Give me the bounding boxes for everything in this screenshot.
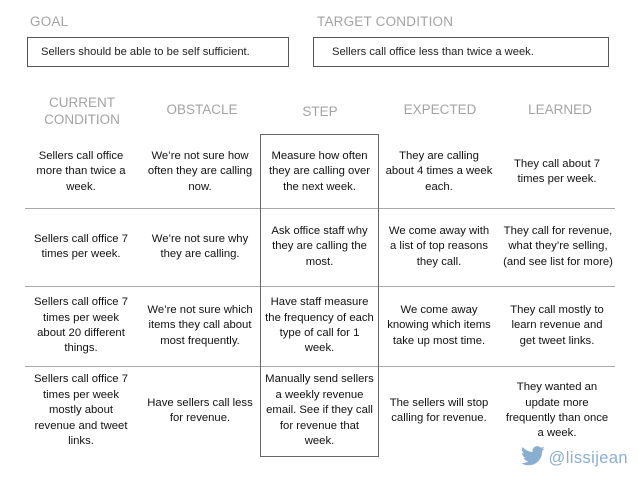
cell-current-condition-1: Sellers call office more than twice a week. bbox=[36, 149, 126, 193]
twitter-handle-text: @lissijean bbox=[548, 449, 628, 467]
cell-step-3: Have staff measure the frequency of each type of call for 1 week. bbox=[265, 296, 374, 355]
cell-obstacle-3: We’re not sure which items they call about most frequently. bbox=[147, 303, 253, 347]
cell-learned-2: They call for revenue, what they’re selling, (and see list for more) bbox=[503, 224, 613, 268]
target-condition-box bbox=[313, 37, 609, 67]
cell-learned-3: They call mostly to learn revenue and get tweet links. bbox=[510, 303, 604, 347]
cell-expected-2: We come away with a list of top reasons they call. bbox=[388, 224, 490, 268]
column-header-learned: LEARNED bbox=[528, 102, 592, 117]
cell-current-condition-2: Sellers call office 7 times per week. bbox=[34, 232, 128, 260]
cell-learned-4: They wanted an update more frequently than once a week. bbox=[505, 381, 609, 440]
target-condition-text: Sellers call office less than twice a week. bbox=[332, 46, 534, 58]
cell-step-4: Manually send sellers a weekly revenue email. See if they call for revenue that week. bbox=[265, 373, 374, 448]
cell-expected-3: We come away knowing which items take up most time. bbox=[387, 303, 491, 347]
cell-step-2: Ask office staff why they are calling the most. bbox=[271, 224, 368, 268]
target-condition-label: TARGET CONDITION bbox=[317, 14, 454, 29]
goal-label: GOAL bbox=[30, 14, 69, 29]
column-header-expected: EXPECTED bbox=[403, 102, 477, 117]
twitter-bird-icon bbox=[521, 446, 545, 471]
cell-learned-1: They call about 7 times per week. bbox=[513, 157, 601, 185]
goal-text: Sellers should be able to be self sufficient. bbox=[41, 46, 250, 58]
cell-expected-4: The sellers will stop calling for revenue. bbox=[389, 396, 489, 424]
cell-current-condition-3: Sellers call office 7 times per week about 20 different things. bbox=[34, 296, 128, 355]
twitter-handle bbox=[521, 446, 628, 471]
column-header-obstacle: OBSTACLE bbox=[166, 102, 238, 117]
cell-obstacle-2: We’re not sure why they are calling. bbox=[151, 232, 249, 260]
cell-step-1: Measure how often they are calling over the next week. bbox=[268, 149, 371, 193]
column-header-current-condition: CURRENT CONDITION bbox=[44, 95, 120, 127]
goal-box bbox=[27, 37, 289, 67]
column-header-step: STEP bbox=[302, 104, 338, 119]
cell-obstacle-4: Have sellers call less for revenue. bbox=[147, 396, 253, 424]
cell-current-condition-4: Sellers call office 7 times per week mostly about revenue and tweet links. bbox=[34, 373, 128, 448]
cell-expected-1: They are calling about 4 times a week each. bbox=[385, 149, 493, 193]
cell-obstacle-1: We’re not sure how often they are calling now. bbox=[147, 149, 253, 193]
